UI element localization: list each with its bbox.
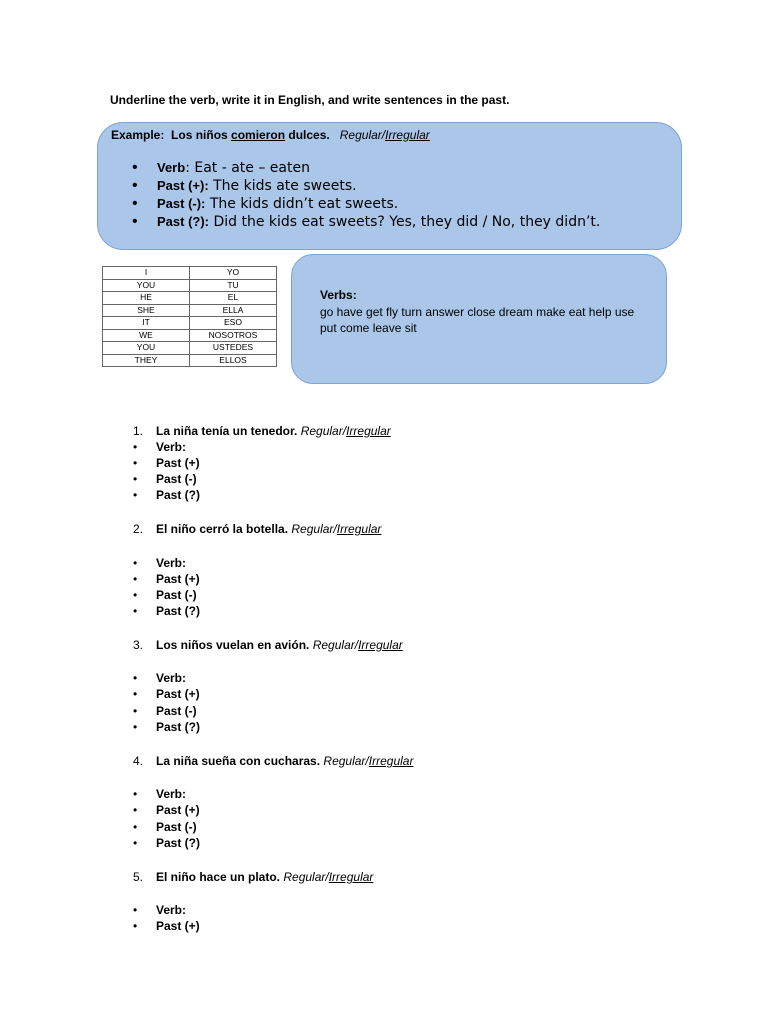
verbs-list: go have get fly turn answer close dream make eat help use put come leave sit bbox=[320, 305, 635, 335]
pronoun-english: SHE bbox=[103, 304, 190, 317]
exercise-bullet bbox=[133, 836, 200, 850]
exercise-irregular: Irregular bbox=[358, 638, 403, 652]
verbs-box bbox=[291, 254, 667, 384]
verbs-title: Verbs: bbox=[320, 288, 357, 302]
pronoun-row bbox=[103, 317, 277, 330]
pronoun-row bbox=[103, 342, 277, 355]
exercise-bullet-label: Past (?) bbox=[156, 720, 201, 734]
exercise-sentence: Los niños vuelan en avión. bbox=[156, 638, 310, 652]
bullet-icon: • bbox=[133, 903, 138, 917]
exercise-bullet bbox=[133, 440, 186, 454]
exercise-number: 2. bbox=[133, 522, 144, 536]
bullet-icon: • bbox=[133, 671, 138, 685]
example-label: Example: bbox=[111, 128, 165, 142]
exercise-bullet bbox=[133, 820, 197, 834]
pronoun-spanish: NOSOTROS bbox=[190, 329, 277, 342]
exercise-bullet-label: Verb: bbox=[156, 556, 187, 570]
exercise-bullet bbox=[133, 919, 200, 933]
example-sentence-after: dulces. bbox=[285, 128, 330, 142]
exercise-bullet-label: Past (-) bbox=[156, 820, 197, 834]
exercise-heading bbox=[133, 638, 403, 652]
exercise-heading bbox=[133, 870, 373, 884]
exercise-sentence: El niño hace un plato. bbox=[156, 870, 281, 884]
exercise-number: 3. bbox=[133, 638, 144, 652]
exercise-number: 1. bbox=[133, 424, 144, 438]
pronoun-english: HE bbox=[103, 292, 190, 305]
exercise-bullet-label: Past (+) bbox=[156, 687, 200, 701]
example-box bbox=[97, 122, 682, 250]
example-line-text: The kids ate sweets. bbox=[208, 178, 357, 194]
pronoun-english: YOU bbox=[103, 279, 190, 292]
bullet-icon: • bbox=[133, 820, 138, 834]
example-irregular: Irregular bbox=[385, 128, 430, 142]
pronoun-row bbox=[103, 279, 277, 292]
example-sentence-before: Los niños bbox=[171, 128, 232, 142]
exercise-bullet-label: Past (+) bbox=[156, 919, 200, 933]
example-title bbox=[111, 128, 430, 142]
exercise-bullet-label: Past (+) bbox=[156, 572, 200, 586]
exercise-bullet-label: Verb: bbox=[156, 787, 187, 801]
example-line bbox=[132, 159, 600, 177]
exercise-bullet-label: Past (-) bbox=[156, 704, 197, 718]
exercise-bullet-label: Past (-) bbox=[156, 472, 197, 486]
exercise-bullet-label: Verb: bbox=[156, 440, 187, 454]
pronoun-row bbox=[103, 304, 277, 317]
exercise-number: 4. bbox=[133, 754, 144, 768]
pronoun-row bbox=[103, 329, 277, 342]
exercise-bullet-label: Past (?) bbox=[156, 488, 201, 502]
pronoun-spanish: ESO bbox=[190, 317, 277, 330]
exercise-regular: Regular/ bbox=[300, 424, 347, 438]
exercise-sentence: La niña sueña con cucharas. bbox=[156, 754, 321, 768]
example-regular: Regular/ bbox=[339, 128, 386, 142]
pronoun-spanish: YO bbox=[190, 267, 277, 280]
exercise-bullet-label: Past (?) bbox=[156, 604, 201, 618]
exercise-bullet bbox=[133, 787, 186, 801]
example-line-label: Past (+): bbox=[157, 178, 209, 193]
exercise-irregular: Irregular bbox=[346, 424, 391, 438]
bullet-icon: • bbox=[133, 836, 138, 850]
pronoun-spanish: TU bbox=[190, 279, 277, 292]
exercise-bullet-label: Past (-) bbox=[156, 588, 197, 602]
pronoun-english: IT bbox=[103, 317, 190, 330]
bullet-icon: • bbox=[133, 472, 138, 486]
exercise-heading bbox=[133, 424, 391, 438]
exercise-bullet bbox=[133, 604, 200, 618]
example-verb: comieron bbox=[231, 128, 286, 142]
example-list bbox=[132, 159, 600, 231]
exercise-bullet-label: Verb: bbox=[156, 903, 187, 917]
exercise-bullet bbox=[133, 488, 200, 502]
bullet-icon: • bbox=[133, 787, 138, 801]
exercise-irregular: Irregular bbox=[328, 870, 374, 884]
pronoun-row bbox=[103, 354, 277, 367]
exercise-bullet bbox=[133, 588, 197, 602]
exercise-regular: Regular/ bbox=[323, 754, 369, 768]
exercise-irregular: Irregular bbox=[336, 522, 382, 536]
exercise-bullet bbox=[133, 903, 186, 917]
pronoun-spanish: ELLA bbox=[190, 304, 277, 317]
exercise-bullet bbox=[133, 671, 186, 685]
example-line-text: Did the kids eat sweets? Yes, they did / No, they didn’t. bbox=[209, 214, 601, 230]
instructions: Underline the verb, write it in English, and write sentences in the past. bbox=[110, 93, 510, 107]
pronoun-row bbox=[103, 267, 277, 280]
exercise-bullet-label: Past (?) bbox=[156, 836, 201, 850]
exercise-bullet bbox=[133, 472, 197, 486]
exercise-bullet bbox=[133, 803, 200, 817]
example-line-text: : Eat - ate – eaten bbox=[185, 160, 310, 176]
pronoun-english: WE bbox=[103, 329, 190, 342]
pronoun-spanish: ELLOS bbox=[190, 354, 277, 367]
bullet-icon: • bbox=[133, 704, 138, 718]
bullet-icon: • bbox=[133, 919, 138, 933]
exercise-heading bbox=[133, 522, 381, 536]
pronoun-row bbox=[103, 292, 277, 305]
example-line bbox=[132, 213, 600, 231]
example-line-label: Past (-): bbox=[157, 196, 206, 211]
exercise-bullet-label: Past (+) bbox=[156, 803, 200, 817]
pronoun-english: I bbox=[103, 267, 190, 280]
exercise-bullet bbox=[133, 556, 186, 570]
pronoun-english: YOU bbox=[103, 342, 190, 355]
pronoun-spanish: EL bbox=[190, 292, 277, 305]
exercise-sentence: La niña tenía un tenedor. bbox=[156, 424, 298, 438]
bullet-icon: • bbox=[133, 604, 138, 618]
example-line-label: Past (?): bbox=[157, 214, 209, 229]
bullet-icon: • bbox=[133, 556, 138, 570]
bullet-icon: • bbox=[133, 440, 138, 454]
exercise-regular: Regular/ bbox=[312, 638, 359, 652]
exercise-bullet bbox=[133, 572, 200, 586]
example-line-label: Verb bbox=[157, 160, 186, 175]
exercise-bullet bbox=[133, 720, 200, 734]
example-line bbox=[132, 195, 600, 213]
exercise-bullet-label: Verb: bbox=[156, 671, 187, 685]
exercise-sentence: El niño cerró la botella. bbox=[156, 522, 289, 536]
example-line bbox=[132, 177, 600, 195]
example-line-text: The kids didn’t eat sweets. bbox=[205, 196, 399, 212]
exercise-regular: Regular/ bbox=[291, 522, 337, 536]
exercise-number: 5. bbox=[133, 870, 144, 884]
pronoun-english: THEY bbox=[103, 354, 190, 367]
pronoun-table bbox=[102, 266, 277, 367]
exercise-regular: Regular/ bbox=[283, 870, 329, 884]
exercise-heading bbox=[133, 754, 413, 768]
exercise-irregular: Irregular bbox=[368, 754, 414, 768]
bullet-icon: • bbox=[133, 572, 138, 586]
bullet-icon: • bbox=[133, 803, 138, 817]
bullet-icon: • bbox=[133, 488, 138, 502]
bullet-icon: • bbox=[133, 720, 138, 734]
bullet-icon: • bbox=[133, 687, 138, 701]
pronoun-spanish: USTEDES bbox=[190, 342, 277, 355]
bullet-icon: • bbox=[133, 456, 138, 470]
bullet-icon: • bbox=[133, 588, 138, 602]
exercise-bullet bbox=[133, 687, 200, 701]
exercise-bullet bbox=[133, 456, 200, 470]
exercise-bullet-label: Past (+) bbox=[156, 456, 200, 470]
exercise-bullet bbox=[133, 704, 197, 718]
